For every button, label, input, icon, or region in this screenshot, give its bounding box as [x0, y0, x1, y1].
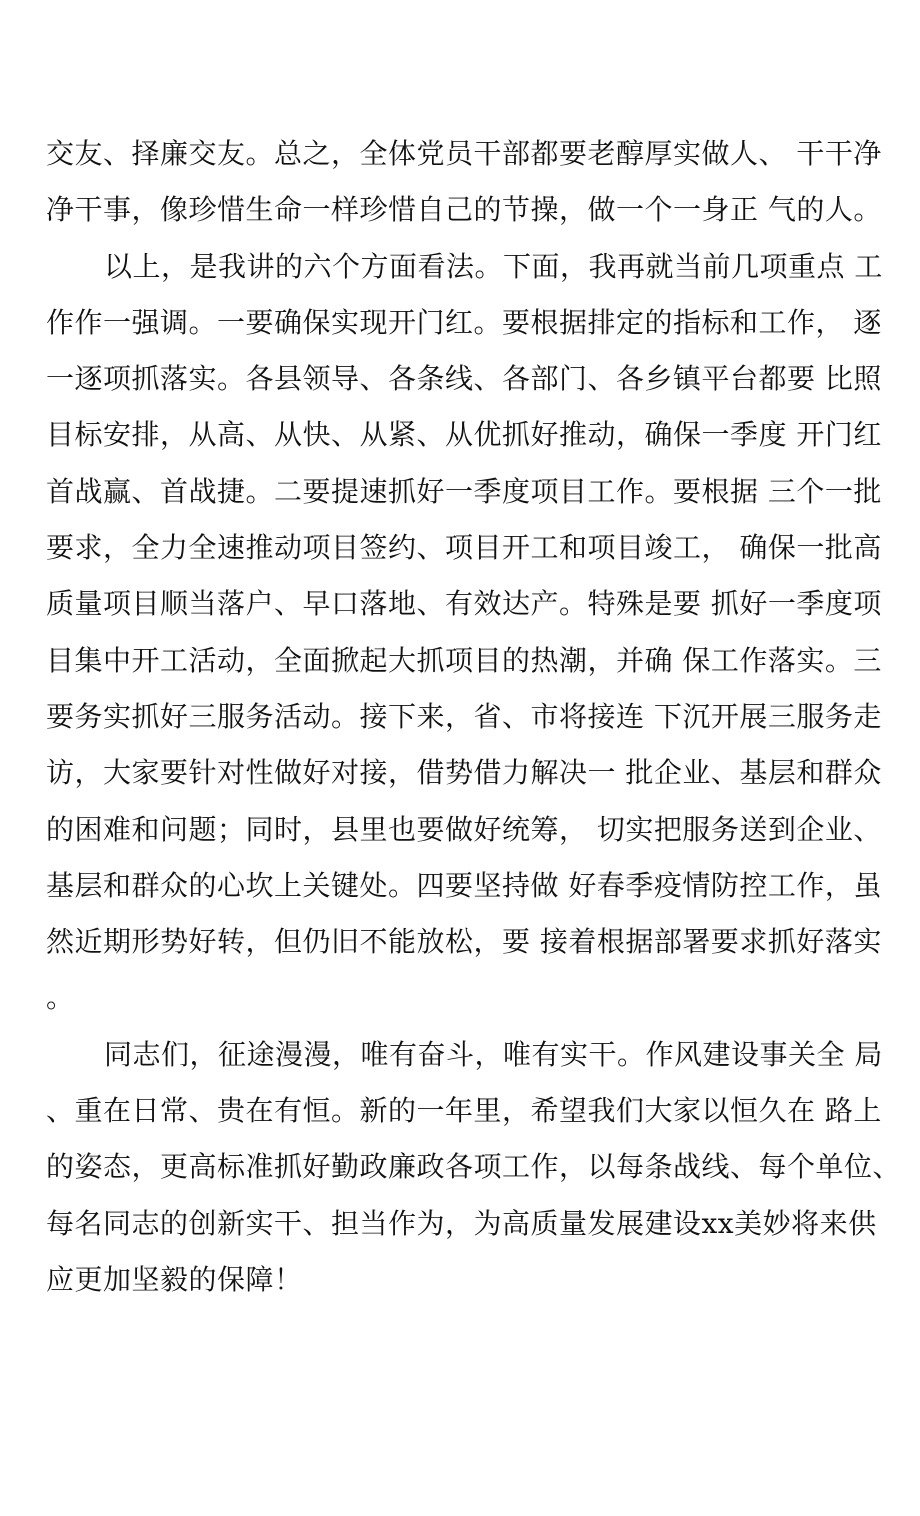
paragraph-2-line-11: 的困难和问题；同时，县里也要做好统筹， 切实把服务送到企业、	[46, 812, 882, 846]
paragraph-1-line-2: 净干事，像珍惜生命一样珍惜自己的节操，做一个一身正 气的人。	[46, 193, 882, 227]
paragraph-2-line-3: 一逐项抓落实。各县领导、各条线、各部门、各乡镇平台都要 比照	[46, 362, 882, 396]
paragraph-2-line-8: 目集中开工活动，全面掀起大抓项目的热潮，并确 保工作落实。三	[46, 643, 882, 677]
paragraph-3-line-2: 、重在日常、贵在有恒。新的一年里，希望我们大家以恒久在 路上	[46, 1094, 882, 1128]
paragraph-3-line-5: 应更加坚毅的保障！	[46, 1262, 303, 1296]
paragraph-2-line-12: 基层和群众的心坎上关键处。四要坚持做 好春季疫情防控工作，虽	[46, 868, 882, 902]
document-body	[46, 126, 902, 1308]
paragraph-2-line-2: 作作一强调。一要确保实现开门红。要根据排定的指标和工作， 逐	[46, 305, 882, 339]
paragraph-2-line-5: 首战赢、首战捷。二要提速抓好一季度项目工作。要根据 三个一批	[46, 474, 882, 508]
paragraph-3-line-3: 的姿态，更高标准抓好勤政廉政各项工作，以每条战线、每个单位、	[46, 1150, 902, 1184]
paragraph-3-line-4: 每名同志的创新实干、担当作为，为高质量发展建设xx美妙将来供	[46, 1206, 877, 1240]
paragraph-1-line-1: 交友、择廉交友。总之，全体党员干部都要老醇厚实做人、 干干净	[46, 137, 882, 170]
paragraph-2-line-1: 以上，是我讲的六个方面看法。下面，我再就当前几项重点 工	[104, 249, 883, 283]
paragraph-2-line-13: 然近期形势好转，但仍旧不能放松，要 接着根据部署要求抓好落实	[46, 925, 882, 959]
paragraph-3-line-1: 同志们，征途漫漫，唯有奋斗，唯有实干。作风建设事关全 局	[104, 1037, 883, 1071]
paragraph-2-line-14: 。	[46, 981, 75, 1015]
paragraph-2-line-7: 质量项目顺当落户、早口落地、有效达产。特殊是要 抓好一季度项	[46, 587, 882, 621]
paragraph-2-line-9: 要务实抓好三服务活动。接下来，省、市将接连 下沉开展三服务走	[46, 699, 882, 733]
paragraph-2-line-6: 要求，全力全速推动项目签约、项目开工和项目竣工， 确保一批高	[46, 531, 882, 565]
paragraph-2-line-4: 目标安排，从高、从快、从紧、从优抓好推动，确保一季度 开门红	[46, 418, 882, 452]
paragraph-2-line-10: 访，大家要针对性做好对接，借势借力解决一 批企业、基层和群众	[46, 756, 882, 790]
